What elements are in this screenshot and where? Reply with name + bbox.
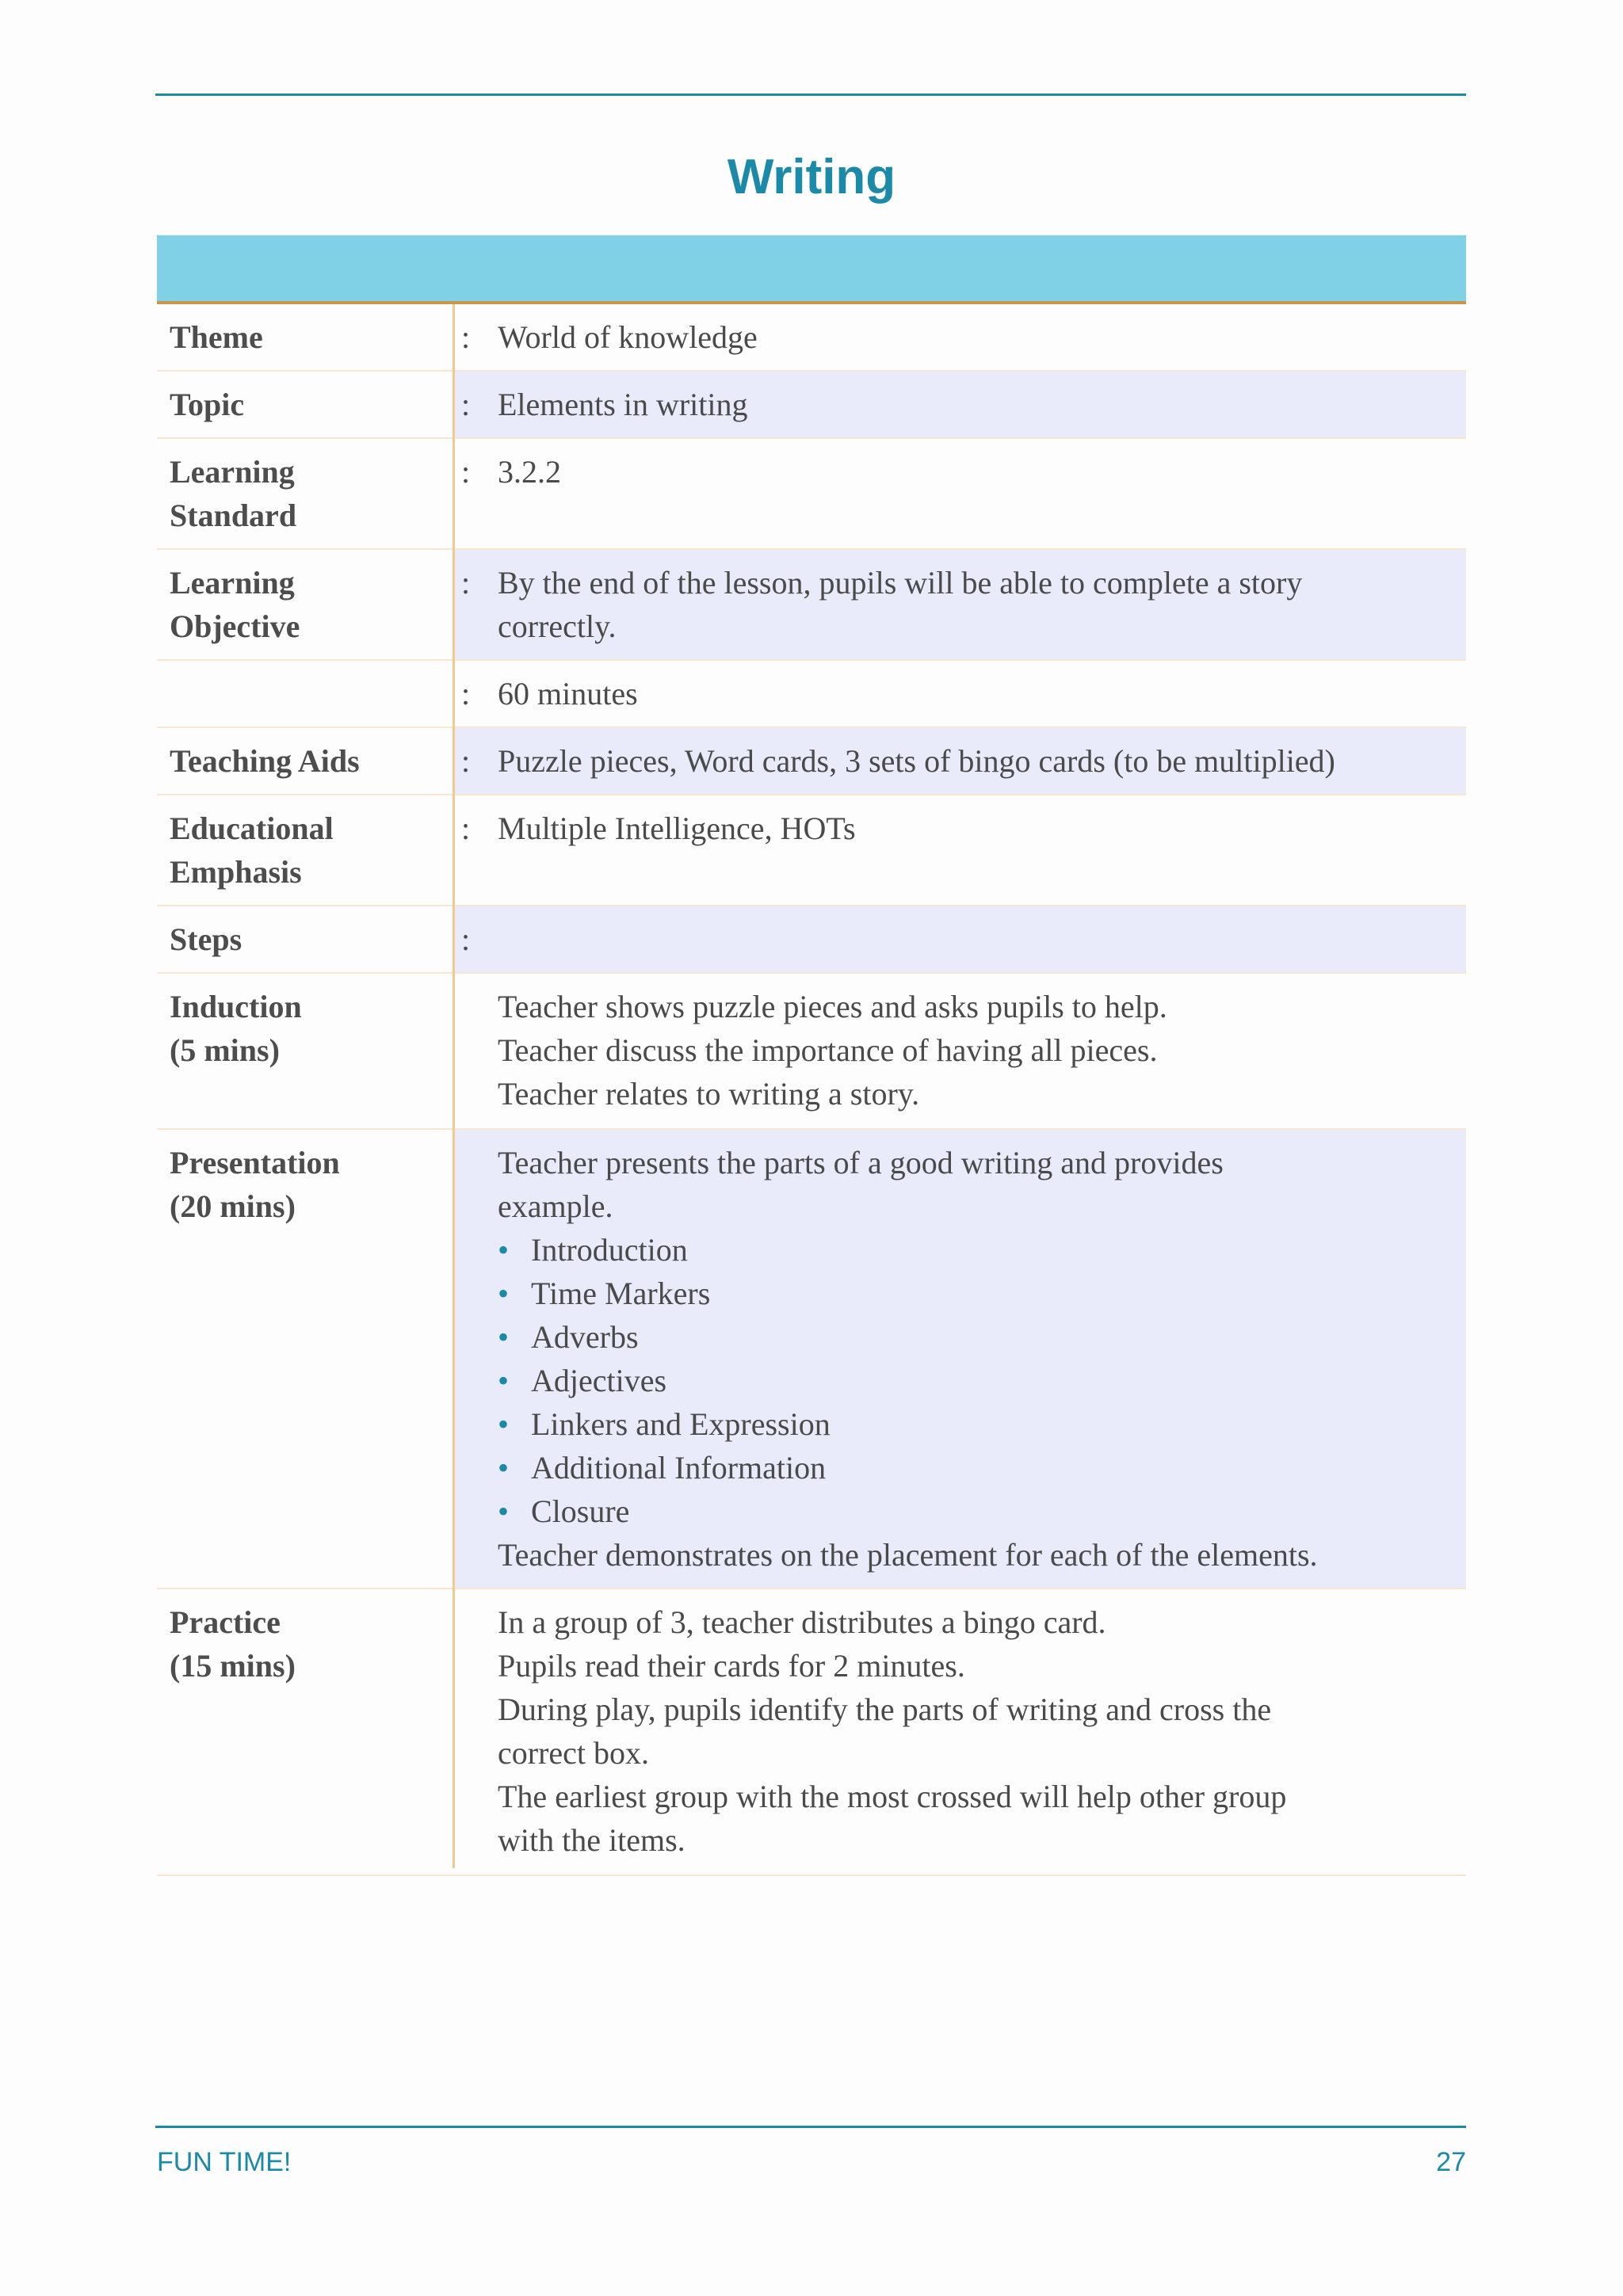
row-value — [498, 906, 1466, 972]
row-topic — [157, 372, 1466, 439]
row-label — [157, 795, 455, 905]
row-value-cell — [455, 728, 1466, 794]
bullet-icon: • — [498, 1232, 510, 1268]
row-label-line: Emphasis — [170, 854, 302, 890]
lesson-plan-table — [157, 304, 1466, 1876]
row-value-line: with the items. — [498, 1822, 685, 1858]
list-item-text: Additional Information — [531, 1450, 827, 1486]
list-item — [498, 1359, 1458, 1402]
row-value: 60 minutes — [498, 676, 638, 711]
list-item-text: Time Markers — [531, 1276, 711, 1311]
row-value-line: Teacher presents the parts of a good writing and provides — [498, 1145, 1224, 1180]
row-value-line: example. — [498, 1188, 613, 1224]
bullet-icon: • — [498, 1319, 510, 1355]
row-presentation — [157, 1130, 1466, 1589]
row-value — [498, 974, 1466, 1128]
row-value: World of knowledge — [498, 319, 758, 355]
list-item-text: Linkers and Expression — [531, 1406, 831, 1442]
row-value-cell — [455, 439, 1466, 548]
table-header-band — [157, 235, 1466, 303]
row-value-line: Teacher shows puzzle pieces and asks pupils to help. — [498, 989, 1167, 1024]
row-value — [498, 1589, 1466, 1875]
row-label — [157, 661, 455, 727]
row-value-cell — [455, 1130, 1466, 1588]
row-value — [498, 550, 1466, 659]
row-duration — [157, 661, 1466, 728]
footer-book-title: FUN TIME! — [157, 2147, 292, 2177]
row-teaching-aids — [157, 728, 1466, 795]
row-learning-objective — [157, 550, 1466, 661]
bullet-icon: • — [498, 1450, 510, 1486]
row-label — [157, 439, 455, 548]
bullet-icon: • — [498, 1493, 510, 1529]
row-value-cell — [455, 661, 1466, 727]
row-label — [157, 1130, 455, 1588]
row-label-line: Practice — [170, 1604, 281, 1640]
elements-list — [498, 1228, 1458, 1533]
row-practice — [157, 1589, 1466, 1876]
footer-rule — [155, 2126, 1466, 2128]
colon: : — [461, 921, 471, 957]
bullet-icon: • — [498, 1406, 510, 1442]
row-value-cell — [455, 1589, 1466, 1875]
list-item — [498, 1272, 1458, 1315]
page-title: Writing — [727, 150, 896, 204]
list-item-text: Closure — [531, 1493, 630, 1529]
row-value-cell — [455, 906, 1466, 972]
colon-spacer — [455, 1130, 498, 1588]
row-label — [157, 974, 455, 1128]
row-value-cell — [455, 372, 1466, 437]
row-value-cell — [455, 304, 1466, 370]
row-value-line: The earliest group with the most crossed will help other group — [498, 1779, 1287, 1814]
row-value: Elements in writing — [498, 387, 748, 422]
row-value-line: By the end of the lesson, pupils will be able to complete a story — [498, 565, 1303, 601]
row-label-line: (20 mins) — [170, 1188, 296, 1224]
row-value: Multiple Intelligence, HOTs — [498, 810, 856, 846]
row-value-cell — [455, 795, 1466, 905]
colon-spacer — [455, 1589, 498, 1875]
row-label-line: Induction — [170, 989, 302, 1024]
row-induction — [157, 974, 1466, 1130]
row-label-line: (15 mins) — [170, 1648, 296, 1684]
list-item-text: Adjectives — [531, 1363, 667, 1398]
row-label: Theme — [170, 319, 263, 355]
colon: : — [461, 743, 471, 779]
row-label-line: Standard — [170, 498, 297, 533]
bullet-icon: • — [498, 1363, 510, 1398]
row-label — [157, 550, 455, 659]
row-value-line: Teacher demonstrates on the placement for each of the elements. — [498, 1537, 1318, 1573]
row-value-line: correct box. — [498, 1735, 650, 1771]
row-label: Teaching Aids — [170, 743, 360, 779]
row-educational-emphasis — [157, 795, 1466, 906]
list-item — [498, 1228, 1458, 1272]
row-label-line: Educational — [170, 810, 334, 846]
colon: : — [461, 387, 471, 422]
colon: : — [461, 319, 471, 355]
list-item — [498, 1446, 1458, 1489]
page-number: 27 — [1436, 2147, 1466, 2177]
row-label-line: Presentation — [170, 1145, 340, 1180]
row-label-line: Learning — [170, 565, 295, 601]
row-learning-standard — [157, 439, 1466, 550]
row-label: Topic — [170, 387, 245, 422]
row-theme — [157, 304, 1466, 372]
row-label-line: Learning — [170, 454, 295, 490]
row-value: 3.2.2 — [498, 454, 561, 490]
colon: : — [461, 676, 471, 711]
row-value-line: correctly. — [498, 608, 617, 644]
row-value: Puzzle pieces, Word cards, 3 sets of bingo cards (to be multiplied) — [498, 743, 1335, 779]
colon: : — [461, 565, 471, 601]
row-value-line: Pupils read their cards for 2 minutes. — [498, 1648, 965, 1684]
row-value-cell — [455, 974, 1466, 1128]
row-value-line: Teacher discuss the importance of having all pieces. — [498, 1032, 1158, 1068]
row-value — [498, 1130, 1466, 1588]
list-item — [498, 1402, 1458, 1446]
list-item-text: Introduction — [531, 1232, 688, 1268]
list-item — [498, 1315, 1458, 1359]
bullet-icon: • — [498, 1276, 510, 1311]
row-label-line: Objective — [170, 608, 300, 644]
row-value-line: In a group of 3, teacher distributes a bingo card. — [498, 1604, 1106, 1640]
row-steps — [157, 906, 1466, 974]
colon: : — [461, 454, 471, 490]
column-divider — [453, 304, 455, 1868]
row-value-cell — [455, 550, 1466, 659]
top-rule — [155, 93, 1466, 96]
list-item — [498, 1489, 1458, 1533]
row-value-line: Teacher relates to writing a story. — [498, 1076, 920, 1112]
row-value-line: During play, pupils identify the parts of writing and cross the — [498, 1691, 1272, 1727]
row-label-line: (5 mins) — [170, 1032, 280, 1068]
row-label: Steps — [170, 921, 242, 957]
colon: : — [461, 810, 471, 846]
colon-spacer — [455, 974, 498, 1128]
list-item-text: Adverbs — [531, 1319, 639, 1355]
row-label — [157, 1589, 455, 1875]
